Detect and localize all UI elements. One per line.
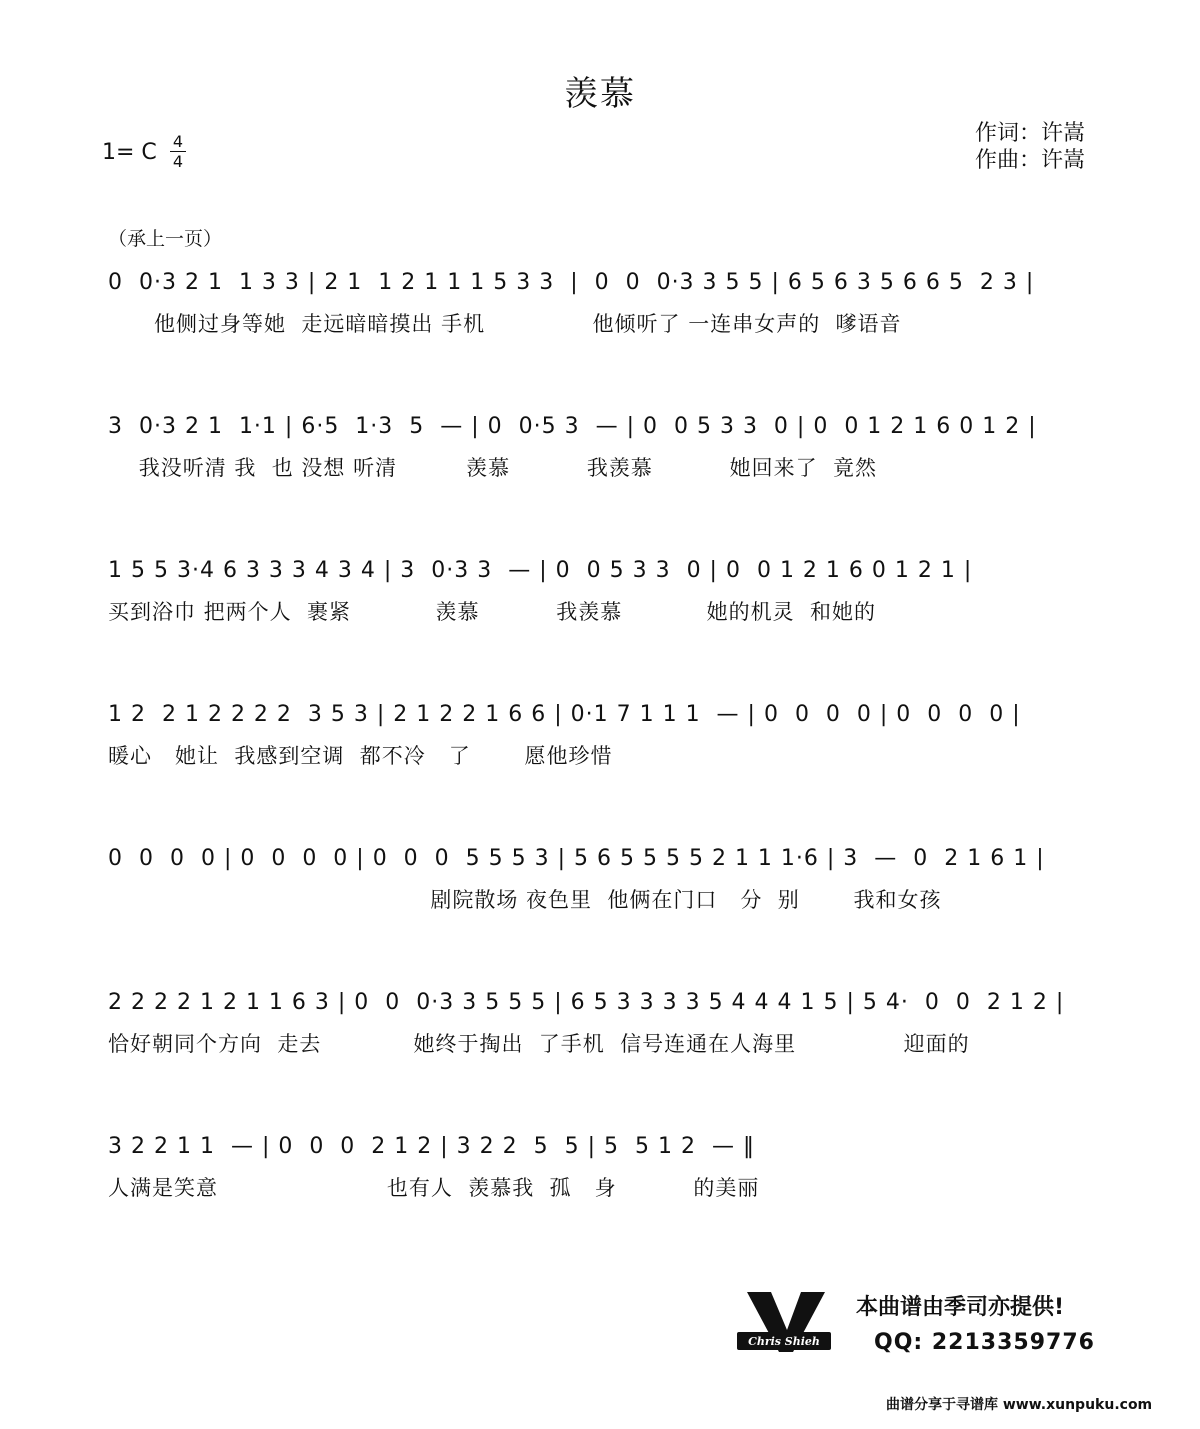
- notation-line: 3 2 2 1 1 — | 0 0 0 2 1 2 | 3 2 2 5 5 | 5 5 1 2 — ‖: [108, 1134, 755, 1159]
- notation-line: 0 0·3 2 1 1 3 3 | 2 1 1 2 1 1 1 5 3 3 | 0 0 0·3 3 5 5 | 6 5 6 3 5 6 6 5 2 3 |: [108, 270, 1035, 295]
- notation-line: 1 2 2 1 2 2 2 2 3 5 3 | 2 1 2 2 1 6 6 | 0·1 7 1 1 1 — | 0 0 0 0 | 0 0 0 0 |: [108, 702, 1021, 727]
- notation-line: 0 0 0 0 | 0 0 0 0 | 0 0 0 5 5 5 3 | 5 6 5 5 5 5 2 1 1 1·6 | 3 — 0 2 1 6 1 |: [108, 846, 1045, 871]
- notation-line: 1 5 5 3·4 6 3 3 3 4 3 4 | 3 0·3 3 — | 0 0 5 3 3 0 | 0 0 1 2 1 6 0 1 2 1 |: [108, 558, 973, 583]
- provider-credit: 本曲谱由季司亦提供!: [856, 1295, 1065, 1320]
- time-signature-bottom: 4: [172, 152, 184, 171]
- continued-note: （承上一页）: [108, 228, 223, 250]
- key-signature: 1= C: [102, 140, 157, 165]
- lyric-line: 人满是笑意 也有人 羡慕我 孤 身 的美丽: [108, 1176, 760, 1200]
- time-signature-top: 4: [172, 132, 184, 151]
- provider-logo: [735, 1290, 835, 1358]
- logo-brand-text: Chris Shieh: [748, 1335, 820, 1348]
- notation-line: 2 2 2 2 1 2 1 1 6 3 | 0 0 0·3 3 5 5 5 | 6 5 3 3 3 3 5 4 4 4 1 5 | 5 4· 0 0 2 1 2 |: [108, 990, 1065, 1015]
- provider-qq: QQ: 2213359776: [874, 1330, 1095, 1355]
- lyric-line: 剧院散场 夜色里 他俩在门口 分 别 我和女孩: [108, 888, 942, 912]
- lyric-line: 我没听清 我 也 没想 听清 羡慕 我羡慕 她回来了 竟然: [108, 456, 878, 480]
- lyric-line: 他侧过身等她 走远暗暗摸出 手机 他倾听了 一连串女声的 嗲语音: [108, 312, 902, 336]
- composer: 作曲：许嵩: [975, 148, 1086, 173]
- lyric-line: 暖心 她让 我感到空调 都不冷 了 愿他珍惜: [108, 744, 613, 768]
- lyric-line: 买到浴巾 把两个人 裹紧 羡慕 我羡慕 她的机灵 和她的: [108, 600, 876, 624]
- song-title: 羡慕: [564, 74, 636, 114]
- lyricist: 作词：许嵩: [975, 121, 1086, 146]
- notation-line: 3 0·3 2 1 1·1 | 6·5 1·3 5 — | 0 0·5 3 — | 0 0 5 3 3 0 | 0 0 1 2 1 6 0 1 2 |: [108, 414, 1037, 439]
- credits: [975, 120, 1085, 174]
- time-signature: [170, 133, 186, 170]
- lyric-line: 恰好朝同个方向 走去 她终于掏出 了手机 信号连通在人海里 迎面的: [108, 1032, 970, 1056]
- site-footer: 曲谱分享于寻谱库 www.xunpuku.com: [886, 1397, 1153, 1413]
